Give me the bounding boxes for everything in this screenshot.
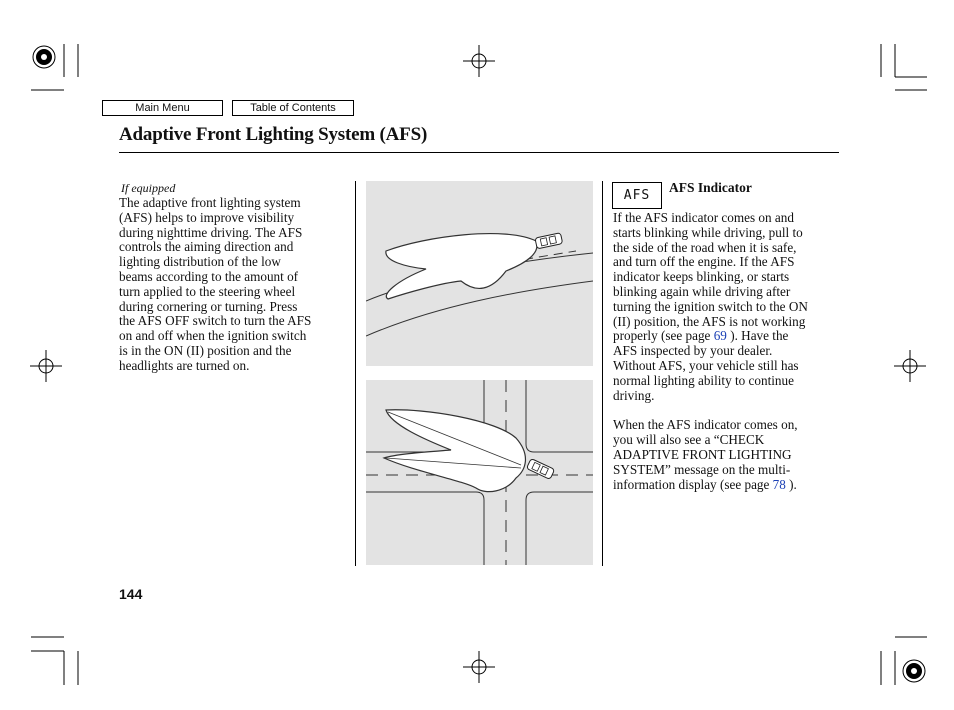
page-number: 144 (119, 586, 143, 602)
paragraph-gap (613, 403, 839, 418)
text-line: the AFS OFF switch to turn the AFS (119, 313, 312, 329)
column-divider-left (355, 181, 356, 566)
page-69-link[interactable]: 69 (713, 328, 727, 344)
page-78-link[interactable]: 78 (772, 476, 786, 492)
afs-indicator-icon: AFS (612, 182, 662, 209)
main-menu-button[interactable]: Main Menu (102, 100, 223, 116)
text-line: turn applied to the steering wheel (119, 283, 296, 299)
text-line: beams according to the amount of (119, 268, 299, 284)
text-line: ADAPTIVE FRONT LIGHTING (613, 446, 792, 462)
intersection-beam-drawing (366, 380, 593, 565)
car-icon (535, 233, 563, 249)
text-line: and turn off the engine. If the AFS (613, 254, 795, 270)
text-line: controls the aiming direction and (119, 239, 294, 255)
page-title: Adaptive Front Lighting System (AFS) (119, 124, 428, 145)
text-line: indicator keeps blinking, or starts (613, 269, 790, 285)
afs-indicator-text (613, 211, 839, 492)
car-icon (526, 458, 554, 479)
text-line: blinking again while driving after (613, 283, 791, 299)
text-fragment: ). Have the (726, 328, 789, 344)
text-line: turning the ignition switch to the ON (613, 298, 808, 314)
curve-illustration (366, 181, 593, 366)
text-line: AFS inspected by your dealer. (613, 343, 773, 359)
text-line: When the AFS indicator comes on, (613, 417, 798, 433)
text-fragment: properly (see page (613, 328, 714, 344)
text-line: (II) position, the AFS is not working (613, 313, 806, 329)
text-line: headlights are turned on. (119, 357, 250, 373)
if-equipped-note: If equipped (121, 181, 176, 195)
text-fragment: information display (see page (613, 476, 773, 492)
text-line: the side of the road when it is safe, (613, 239, 797, 255)
text-line: is in the ON (II) position and the (119, 342, 292, 358)
text-line (613, 478, 839, 493)
curve-beam-drawing (366, 181, 593, 366)
afs-indicator-heading: AFS Indicator (669, 180, 752, 195)
text-line: you will also see a “CHECK (613, 432, 765, 448)
text-line: during nighttime driving. The AFS (119, 224, 303, 240)
text-line: normal lighting ability to continue (613, 372, 794, 388)
text-line (613, 329, 839, 344)
text-line: SYSTEM” message on the multi- (613, 461, 791, 477)
text-line: If the AFS indicator comes on and (613, 210, 794, 225)
table-of-contents-button[interactable]: Table of Contents (232, 100, 354, 116)
afs-description (119, 196, 347, 374)
column-divider-right (602, 181, 603, 566)
text-line: on and off when the ignition switch (119, 328, 307, 344)
text-line: lighting distribution of the low (119, 254, 281, 270)
text-line: driving. (613, 387, 655, 403)
text-line: (AFS) helps to improve visibility (119, 209, 295, 225)
intersection-illustration (366, 380, 593, 565)
text-fragment: ). (785, 476, 797, 492)
text-line: during cornering or turning. Press (119, 298, 298, 314)
title-rule (119, 152, 839, 153)
text-line: The adaptive front lighting system (119, 195, 301, 210)
text-line: Without AFS, your vehicle still has (613, 357, 799, 373)
text-line: starts blinking while driving, pull to (613, 224, 803, 240)
